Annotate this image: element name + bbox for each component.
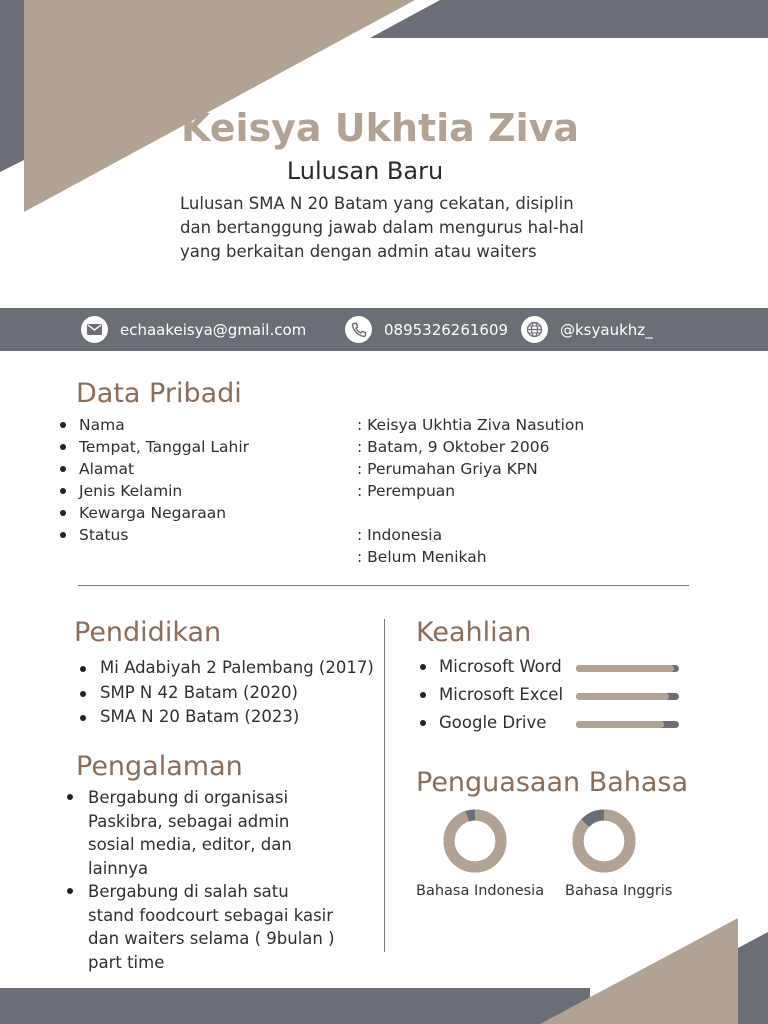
experience-list [66,786,336,974]
bottom-slate-band [0,988,590,1024]
experience-item: Bergabung di salah satu stand foodcourt sebagai kasir dan waiters selama ( 9bulan ) part time [66,880,336,974]
language-donut [443,809,507,873]
phone-text: 0895326261609 [384,320,509,339]
personal-value: : Indonesia [357,526,443,544]
section-title-keahlian: Keahlian [416,617,532,648]
globe-icon [521,316,548,343]
skill-bar [576,665,679,672]
skill-item: Google Drive [420,711,700,739]
applicant-role: Lulusan Baru [286,157,444,185]
email-text: echaakeisya@gmail.com [120,320,307,339]
applicant-name: Keisya Ukhtia Ziva [180,106,580,150]
social-text: @ksyaukhz_ [560,320,653,339]
personal-value [357,502,584,524]
personal-label: Status [60,524,700,546]
phone-icon [345,316,372,343]
skill-bar [576,721,679,728]
personal-label: Nama [60,414,700,436]
contact-bar [0,308,768,351]
contact-social[interactable] [521,308,653,351]
section-divider [78,585,689,586]
personal-value: : Perumahan Griya KPN [357,460,538,478]
section-title-pendidikan: Pendidikan [74,617,222,648]
personal-value: : Batam, 9 Oktober 2006 [357,438,550,456]
language-label: Bahasa Inggris [565,883,673,899]
skill-bar [576,693,679,700]
profile-summary: Lulusan SMA N 20 Batam yang cekatan, disiplin dan bertanggung jawab dalam mengurus hal-hal yang berkaitan dengan admin atau waiters [180,194,584,261]
personal-data-values [357,414,584,568]
personal-label: Tempat, Tanggal Lahir [60,436,700,458]
donut-fill [578,815,630,867]
skill-bar-fill [576,693,669,700]
section-title-penguasaan-bahasa: Penguasaan Bahasa [416,767,689,798]
skill-bar-fill [576,721,664,728]
donut-fill [449,815,501,867]
education-list [80,656,374,730]
contact-email[interactable] [81,308,306,351]
personal-value: : Belum Menikah [357,548,487,566]
section-title-pengalaman: Pengalaman [76,751,243,782]
personal-label: Alamat [60,458,700,480]
skill-item: Microsoft Word [420,655,700,683]
personal-value: : Perempuan [357,482,456,500]
bottom-right-slate-shape [738,932,768,1024]
experience-item: Bergabung di organisasi Paskibra, sebagai admin sosial media, editor, dan lainnya [66,786,336,880]
top-right-slate-band [370,0,768,38]
language-label: Bahasa Indonesia [416,883,545,899]
language-donut [572,809,636,873]
education-item: SMP N 42 Batam (2020) [80,681,374,706]
education-item: Mi Adabiyah 2 Palembang (2017) [80,656,374,681]
mail-icon [81,316,108,343]
column-divider [384,619,385,952]
personal-label: Kewarga Negaraan [60,502,700,524]
skill-item: Microsoft Excel [420,683,700,711]
contact-phone[interactable] [345,308,508,351]
education-item: SMA N 20 Batam (2023) [80,705,374,730]
personal-value: : Keisya Ukhtia Ziva Nasution [357,416,585,434]
section-title-data-pribadi: Data Pribadi [76,378,242,409]
personal-label: Jenis Kelamin [60,480,700,502]
skill-bar-fill [576,665,674,672]
